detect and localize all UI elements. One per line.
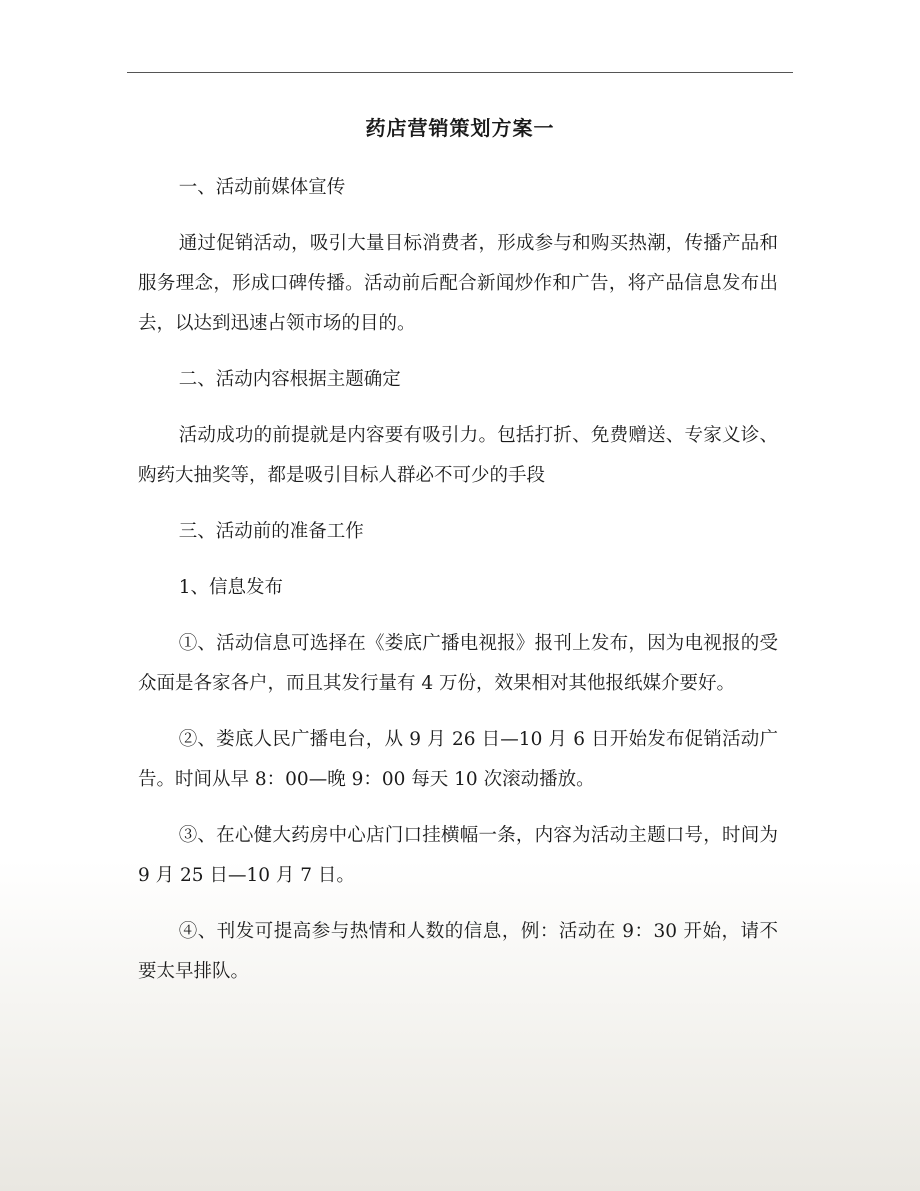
- list-item-2: ②、娄底人民广播电台，从 9 月 26 日—10 月 6 日开始发布促销活动广告。时间从早 8：00—晚 9：00 每天 10 次滚动播放。: [138, 729, 778, 790]
- list-item-1: ①、活动信息可选择在《娄底广播电视报》报刊上发布，因为电视报的受众面是各家各户，而且其发行量有 4 万份，效果相对其他报纸媒介要好。: [138, 633, 778, 694]
- document-title: 药店营销策划方案一: [365, 116, 555, 140]
- list-item-4: ④、刊发可提高参与热情和人数的信息，例：活动在 9：30 开始，请不要太早排队。: [138, 921, 778, 982]
- document-body: [138, 168, 778, 1008]
- paragraph-media-promotion: 通过促销活动，吸引大量目标消费者，形成参与和购买热潮，传播产品和服务理念，形成口碑传播。活动前后配合新闻炒作和广告，将产品信息发布出去，以达到迅速占领市场的目的。: [138, 233, 778, 334]
- subsection-heading-1: 1、信息发布: [178, 577, 283, 598]
- paragraph-activity-content: 活动成功的前提就是内容要有吸引力。包括打折、免费赠送、专家义诊、购药大抽奖等，都是吸引目标人群必不可少的手段: [138, 425, 778, 486]
- list-item-3: ③、在心健大药房中心店门口挂横幅一条，内容为活动主题口号，时间为 9 月 25 日—10 月 7 日。: [138, 825, 778, 886]
- section-heading-1: 一、活动前媒体宣传: [178, 177, 346, 198]
- section-heading-3: 三、活动前的准备工作: [178, 521, 364, 542]
- section-heading-2: 二、活动内容根据主题确定: [178, 369, 401, 390]
- header-rule: [127, 72, 793, 73]
